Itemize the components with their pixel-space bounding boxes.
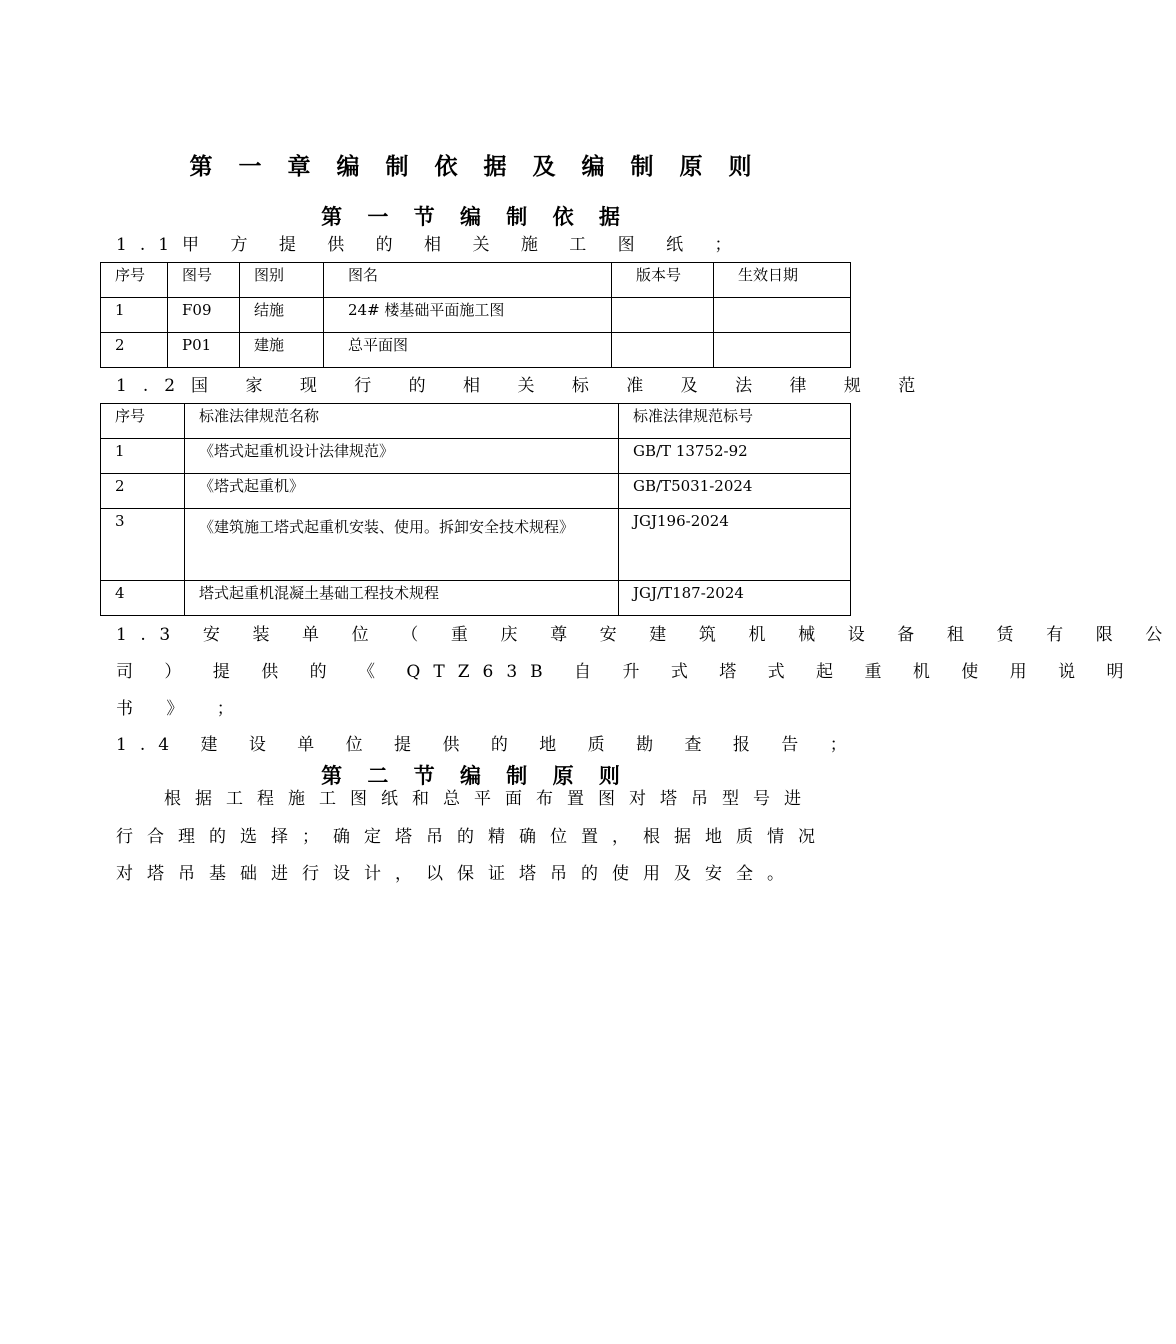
table-cell: 图名 (324, 263, 612, 298)
table-cell: GB/T5031-2024 (619, 474, 851, 509)
table-cell: GB/T 13752-92 (619, 439, 851, 474)
table-cell: 标准法律规范标号 (619, 404, 851, 439)
table-cell (612, 333, 714, 368)
table-header-row (101, 404, 851, 439)
item-1-3-line1: 1.3 安 装 单 位 （ 重 庆 尊 安 建 筑 机 械 设 备 租 赁 有 限 公 (116, 625, 1176, 645)
table-cell: 2 (101, 474, 185, 509)
table-cell: 4 (101, 581, 185, 616)
table-cell: 总平面图 (324, 333, 612, 368)
section2-title: 第 二 节 编 制 原 则 (321, 763, 629, 788)
table-cell: 2 (101, 333, 168, 368)
table-cell (714, 298, 851, 333)
section1-title: 第 一 节 编 制 依 据 (321, 204, 629, 229)
table-cell: 24# 楼基础平面施工图 (324, 298, 612, 333)
table-cell: 标准法律规范名称 (185, 404, 619, 439)
table-cell: 序号 (101, 263, 168, 298)
table-cell: JGJ/T187-2024 (619, 581, 851, 616)
table-row (101, 298, 851, 333)
item-1-3-line3: 书 》 ； (116, 699, 248, 719)
table-cell: 《建筑施工塔式起重机安装、使用。拆卸安全技术规程》 (185, 509, 619, 581)
table-cell: 图别 (240, 263, 324, 298)
table-row (101, 581, 851, 616)
table-cell: 建施 (240, 333, 324, 368)
item-1-3-line2: 司 ） 提 供 的 《 QTZ63B 自 升 式 塔 式 起 重 机 使 用 说 明 (116, 662, 1137, 682)
table-cell: 结施 (240, 298, 324, 333)
drawings-table (100, 262, 851, 368)
table-cell: 1 (101, 439, 185, 474)
table-row (101, 333, 851, 368)
item-1-4: 1.4 建 设 单 位 提 供 的 地 质 勘 查 报 告 ； (116, 735, 860, 755)
table-cell: F09 (168, 298, 240, 333)
table-cell: 图号 (168, 263, 240, 298)
table-cell: JGJ196-2024 (619, 509, 851, 581)
table-cell (714, 333, 851, 368)
standards-table (100, 403, 851, 616)
table-row (101, 474, 851, 509)
section2-body: 根据工程施工图纸和总平面布置图对塔吊型号进行合理的选择；确定塔吊的精确位置，根据地质情况对塔吊基础进行设计，以保证塔吊的使用及安全。 (116, 789, 829, 884)
table-cell: 《塔式起重机》 (185, 474, 619, 509)
table-cell: 《塔式起重机设计法律规范》 (185, 439, 619, 474)
table-row (101, 439, 851, 474)
table-cell: 生效日期 (714, 263, 851, 298)
table-cell: 3 (101, 509, 185, 581)
item-1-2: 1.2国 家 现 行 的 相 关 标 准 及 法 律 规 范 (116, 376, 932, 396)
table-row (101, 509, 851, 581)
table-cell (612, 298, 714, 333)
table-cell: P01 (168, 333, 240, 368)
table-header-row (101, 263, 851, 298)
table-cell: 塔式起重机混凝土基础工程技术规程 (185, 581, 619, 616)
table-cell: 序号 (101, 404, 185, 439)
table-cell: 版本号 (612, 263, 714, 298)
chapter-title: 第 一 章 编 制 依 据 及 编 制 原 则 (189, 153, 761, 180)
item-1-1: 1.1甲 方 提 供 的 相 关 施 工 图 纸 ； (116, 235, 745, 255)
table-cell: 1 (101, 298, 168, 333)
